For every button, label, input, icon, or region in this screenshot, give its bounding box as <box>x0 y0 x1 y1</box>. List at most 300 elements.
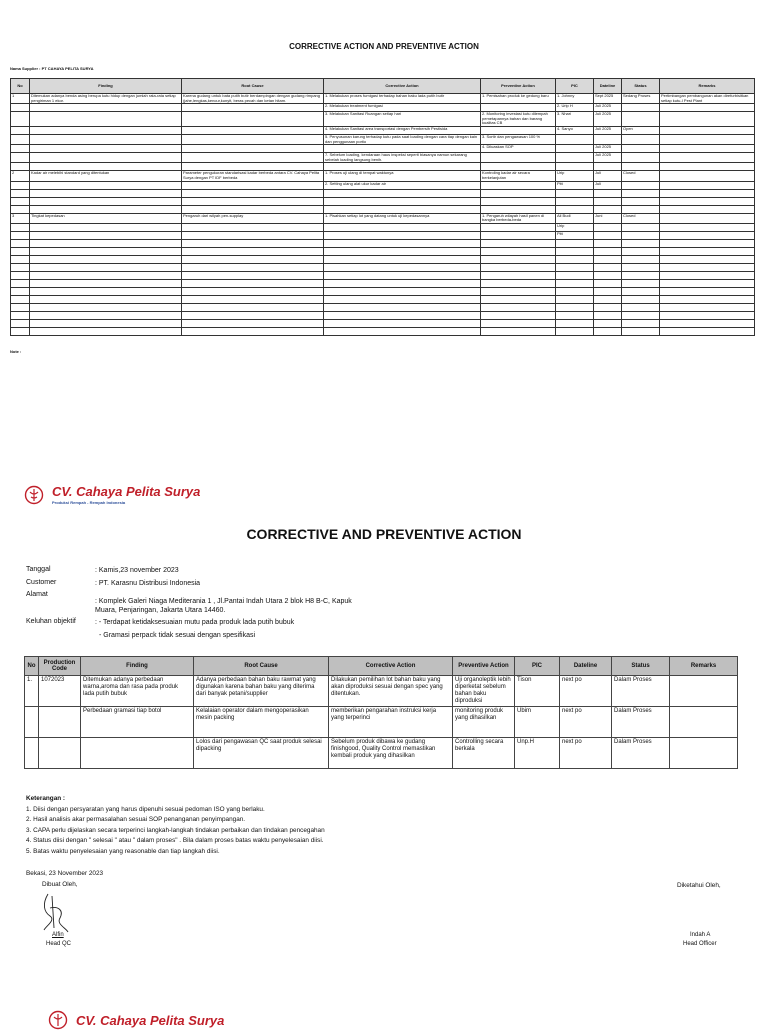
table-cell <box>556 247 594 255</box>
table-cell: 4. Sanyo <box>556 126 594 134</box>
logo-mark-icon <box>48 1010 68 1030</box>
table-cell <box>660 287 755 295</box>
signer1-name: Alfin <box>52 932 64 938</box>
table-cell <box>481 231 556 239</box>
table-row <box>11 104 755 112</box>
company-tagline: Produksi Rempah - Rempah Indonesia <box>52 500 126 505</box>
info-value: : - Terdapat ketidaksesuaian mutu pada produk lada putih bubuk <box>95 619 295 626</box>
table-cell <box>30 197 182 205</box>
table-cell <box>324 279 481 287</box>
table-row <box>11 197 755 205</box>
table-cell: 1. Johnny <box>556 94 594 104</box>
table-cell <box>670 738 738 769</box>
table-cell: Ali Budi <box>556 213 594 223</box>
table-cell: 5. Penyusunan karung terhadap kutu pada saat loading dengan cara tiap dengan kain dan penggunaan portio <box>324 134 481 144</box>
table-cell: Pitt <box>556 231 594 239</box>
table-cell <box>182 287 324 295</box>
note-line: 4. Status diisi dengan " selesai " atau " dalam proses" . Bila dalam proses batas waktu penyelesaian diisi. <box>26 837 324 844</box>
table-cell <box>660 319 755 327</box>
table-cell <box>481 311 556 319</box>
table-cell <box>481 223 556 231</box>
table-cell: 2. Monitoring investasi kutu dilempah pemetapannya bahan dan barang kualitas CB <box>481 112 556 127</box>
table-cell <box>11 231 30 239</box>
table-cell: Sebelum produk dibawa ke gudang finishgood, Quality Control memastikan kembali produk yang dihasilkan <box>329 738 453 769</box>
table-cell <box>30 287 182 295</box>
table-cell <box>182 247 324 255</box>
table-cell <box>30 247 182 255</box>
table-cell <box>660 181 755 189</box>
table-cell <box>556 263 594 271</box>
table-row <box>11 145 755 153</box>
company-name: CV. Cahaya Pelita Surya <box>76 1012 225 1028</box>
table-cell <box>324 271 481 279</box>
table-cell <box>11 255 30 263</box>
table-cell: Juli <box>594 181 622 189</box>
info-value: : Kamis,23 november 2023 <box>95 567 179 574</box>
column-header: PIC <box>515 657 560 676</box>
table-cell <box>11 134 30 144</box>
column-header: Remarks <box>660 79 755 94</box>
signer2-name: Indah A <box>690 932 711 938</box>
table-cell <box>622 112 660 127</box>
table-cell: 2 <box>11 171 30 181</box>
signer2-role: Head Officer <box>683 941 717 947</box>
table-cell <box>182 279 324 287</box>
table-cell <box>30 145 182 153</box>
table-cell <box>324 145 481 153</box>
table-cell: 1. Pemisahan produk ke gedung baru <box>481 94 556 104</box>
table-row <box>11 153 755 163</box>
table-cell <box>481 295 556 303</box>
table-cell <box>324 287 481 295</box>
table-cell: Urip <box>556 223 594 231</box>
table-cell <box>622 134 660 144</box>
table-cell: Juli 2025 <box>594 104 622 112</box>
signer1-role: Head QC <box>46 941 72 947</box>
column-header: Finding <box>81 657 194 676</box>
table-cell <box>30 134 182 144</box>
table-row <box>11 327 755 335</box>
table-cell <box>594 189 622 197</box>
table-cell <box>324 247 481 255</box>
table-cell <box>324 255 481 263</box>
table-cell <box>11 223 30 231</box>
table-cell: 3. Melakukan Sanitasi Ruangan setiap hari <box>324 112 481 127</box>
table-cell <box>622 247 660 255</box>
table-cell <box>622 189 660 197</box>
table-cell: Dalam Proses <box>612 676 670 707</box>
handwritten-signature <box>38 890 72 934</box>
column-header: Dateline <box>560 657 612 676</box>
table-cell <box>30 231 182 239</box>
table-cell <box>556 189 594 197</box>
table-row <box>11 205 755 213</box>
table-cell: Juli 2025 <box>594 126 622 134</box>
table-cell <box>182 295 324 303</box>
table-cell <box>622 181 660 189</box>
column-header: Preventive Action <box>453 657 515 676</box>
column-header: Production Code <box>39 657 81 676</box>
logo-mark-icon <box>24 485 44 505</box>
table-cell <box>182 112 324 127</box>
table-cell <box>324 311 481 319</box>
table-cell <box>11 197 30 205</box>
table-cell <box>594 279 622 287</box>
table-cell <box>660 255 755 263</box>
table-cell: Juni <box>594 213 622 223</box>
info-label: Keluhan objektif <box>26 618 76 625</box>
table-cell <box>182 327 324 335</box>
table-cell <box>30 163 182 171</box>
table-cell <box>660 153 755 163</box>
table-row <box>11 163 755 171</box>
table-cell <box>622 311 660 319</box>
table-cell: 1. Pisahkan setiap lot yang datang untuk uji kepedasannya <box>324 213 481 223</box>
table-cell: Parameter pengukuran standarisasi kadar berbeda antara CV. Cahaya Pelita Surya dengan PT IDF berbeda <box>182 171 324 181</box>
table-cell <box>11 327 30 335</box>
table-cell <box>182 163 324 171</box>
company-name: CV. Cahaya Pelita Surya <box>52 484 201 499</box>
table-cell <box>622 279 660 287</box>
note-line: 5. Batas waktu penyelesaian yang reasonable dan tiap langkah diisi. <box>26 847 220 855</box>
table-cell <box>660 171 755 181</box>
table-cell <box>11 181 30 189</box>
table-row <box>11 271 755 279</box>
table-row <box>11 263 755 271</box>
table-cell <box>182 153 324 163</box>
made-by-label: Dibuat Oleh, <box>42 881 78 888</box>
table-cell <box>622 205 660 213</box>
table-cell <box>182 239 324 247</box>
info-value: : Komplek Galeri Niaga Mediterania 1 , Jl.Pantai Indah Utara 2 blok H8 B-C, Kapuk Muara, Penjaringan, Jakarta Utara 14460. <box>95 598 352 614</box>
table-cell <box>11 126 30 134</box>
table-cell: Dilakukan pemilihan lot bahan baku yang akan diproduksi sesuai dengan spec yang ditentukan. <box>329 676 453 707</box>
table-row <box>11 311 755 319</box>
table-cell <box>30 239 182 247</box>
table-cell: 1 <box>11 94 30 104</box>
table-cell <box>594 311 622 319</box>
column-header: Corrective Action <box>324 79 481 94</box>
table-cell: next po <box>560 707 612 738</box>
table-cell: 2. Melakukan treatment fumigasi <box>324 104 481 112</box>
table-cell <box>11 279 30 287</box>
table-cell <box>30 189 182 197</box>
table-cell <box>481 263 556 271</box>
column-header: Preventive Action <box>481 79 556 94</box>
table-cell <box>11 153 30 163</box>
table-cell: Sedang Proses <box>622 94 660 104</box>
table-cell <box>622 197 660 205</box>
table-cell <box>30 205 182 213</box>
table-cell <box>622 163 660 171</box>
column-header: Root Cause <box>194 657 329 676</box>
table-cell: Lolos dari pengawasan QC saat produk selesai dipacking <box>194 738 329 769</box>
table-cell: Controlling secara berkala <box>453 738 515 769</box>
table-cell <box>11 247 30 255</box>
table-cell <box>182 271 324 279</box>
table-cell <box>481 104 556 112</box>
table-cell <box>622 271 660 279</box>
table-row <box>11 303 755 311</box>
table-cell <box>25 738 39 769</box>
table-cell <box>182 311 324 319</box>
table-cell: Dalam Proses <box>612 738 670 769</box>
table-row <box>11 255 755 263</box>
table-cell <box>556 327 594 335</box>
table-cell <box>660 247 755 255</box>
table-cell <box>622 303 660 311</box>
column-header: Finding <box>30 79 182 94</box>
table-cell: 3. Sortir dan pengawasan 100 % <box>481 134 556 144</box>
table-row <box>25 676 738 707</box>
table-cell <box>670 676 738 707</box>
table-cell <box>660 134 755 144</box>
table-row <box>11 112 755 127</box>
table-cell: Closed <box>622 213 660 223</box>
table-cell: Karena gudang untuk bata putih butir berdampingan dengan gudang rimpang (jahe,lengkas,kencur,kunyit, beras pecah dan ketan hitam. <box>182 94 324 104</box>
table-cell <box>182 181 324 189</box>
column-header: PIC <box>556 79 594 94</box>
table-cell <box>556 239 594 247</box>
table-cell <box>594 255 622 263</box>
table-cell <box>11 112 30 127</box>
table-row <box>25 707 738 738</box>
table-cell <box>324 163 481 171</box>
table-cell <box>622 153 660 163</box>
table-cell <box>324 205 481 213</box>
table-cell <box>594 295 622 303</box>
table-row <box>11 126 755 134</box>
table-cell <box>556 205 594 213</box>
table-cell <box>30 271 182 279</box>
table-cell: Uji organoleptik lebih diperketat sebelum bahan baku diproduksi <box>453 676 515 707</box>
table-cell <box>182 255 324 263</box>
table-cell <box>481 181 556 189</box>
table-cell <box>182 134 324 144</box>
capa-table-page1 <box>10 78 755 336</box>
table-cell <box>481 279 556 287</box>
table-cell <box>622 239 660 247</box>
table-cell: next po <box>560 738 612 769</box>
table-cell <box>660 295 755 303</box>
table-cell <box>182 223 324 231</box>
table-cell <box>660 279 755 287</box>
table-cell <box>30 311 182 319</box>
table-row <box>11 134 755 144</box>
table-cell <box>30 303 182 311</box>
table-cell <box>481 303 556 311</box>
table-cell <box>324 239 481 247</box>
table-row <box>11 295 755 303</box>
table-cell: Open <box>622 126 660 134</box>
table-cell <box>660 303 755 311</box>
table-cell: Perbedaan gramasi tiap botol <box>81 707 194 738</box>
column-header: Status <box>612 657 670 676</box>
table-cell: Pengaruh dari wilyah pen-supplay <box>182 213 324 223</box>
table-cell <box>182 205 324 213</box>
table-cell <box>556 153 594 163</box>
table-cell <box>556 271 594 279</box>
table-cell <box>324 303 481 311</box>
table-cell <box>30 181 182 189</box>
table-cell: 1. <box>25 676 39 707</box>
note-line: 2. Hasil analisis akar permasalahan sesuai SOP penanganan penyimpangan. <box>26 816 246 823</box>
table-cell <box>556 145 594 153</box>
table-cell <box>594 263 622 271</box>
table-cell <box>481 197 556 205</box>
table-cell <box>481 163 556 171</box>
table-cell <box>622 287 660 295</box>
table-cell <box>660 213 755 223</box>
table-cell <box>622 104 660 112</box>
table-cell <box>660 205 755 213</box>
table-cell <box>660 112 755 127</box>
table-cell: Urip <box>556 171 594 181</box>
table-cell <box>182 263 324 271</box>
table-cell <box>11 189 30 197</box>
table-cell <box>39 707 81 738</box>
table-cell <box>30 295 182 303</box>
table-cell <box>11 104 30 112</box>
table-cell: next po <box>560 676 612 707</box>
table-cell: memberikan pengarahan instruksi kerja yang terperinci <box>329 707 453 738</box>
table-cell <box>30 263 182 271</box>
table-cell <box>182 231 324 239</box>
table-cell <box>556 197 594 205</box>
table-cell <box>11 303 30 311</box>
table-cell: Juli 2025 <box>594 145 622 153</box>
table-cell <box>11 205 30 213</box>
table-row <box>11 171 755 181</box>
table-cell <box>660 327 755 335</box>
table-cell <box>660 311 755 319</box>
notes-header: Keterangan : <box>26 795 66 802</box>
table-cell <box>622 263 660 271</box>
table-cell: Juli <box>594 171 622 181</box>
table-row <box>11 247 755 255</box>
table-cell: monitoring produk yang dihasilkan <box>453 707 515 738</box>
known-by-label: Diketahui Oleh, <box>677 882 721 889</box>
table-cell <box>324 197 481 205</box>
table-cell <box>594 287 622 295</box>
table-cell <box>481 255 556 263</box>
table-cell <box>594 205 622 213</box>
table-cell <box>556 134 594 144</box>
table-cell <box>11 295 30 303</box>
table-cell <box>660 231 755 239</box>
table-cell <box>11 319 30 327</box>
page1-title: CORRECTIVE ACTION AND PREVENTIVE ACTION <box>289 42 479 51</box>
info-label: Customer <box>26 579 57 586</box>
table-cell <box>182 145 324 153</box>
table-cell <box>481 319 556 327</box>
table-cell <box>660 263 755 271</box>
table-cell <box>556 295 594 303</box>
column-header: Status <box>622 79 660 94</box>
table-cell <box>11 263 30 271</box>
note-line: 3. CAPA perlu dijelaskan secara terperinci langkah-langkah tindakan perbaikan dan tindakan pencegahan <box>26 826 325 834</box>
table-cell <box>481 287 556 295</box>
column-header: No <box>11 79 30 94</box>
table-cell <box>556 303 594 311</box>
table-cell <box>481 327 556 335</box>
table-cell <box>556 319 594 327</box>
table-cell <box>30 104 182 112</box>
table-cell <box>30 112 182 127</box>
table-cell <box>481 205 556 213</box>
table-cell: 1072023 <box>39 676 81 707</box>
table-cell <box>324 327 481 335</box>
table-cell <box>556 311 594 319</box>
table-cell <box>622 223 660 231</box>
table-cell: Tingkat kepedasan <box>30 213 182 223</box>
table-cell: Sept 2025 <box>594 94 622 104</box>
info-label: Tanggal <box>26 566 51 573</box>
table-cell <box>594 327 622 335</box>
table-cell <box>622 231 660 239</box>
table-cell <box>11 163 30 171</box>
table-cell <box>556 287 594 295</box>
table-cell: Ubim <box>515 707 560 738</box>
table-row <box>11 287 755 295</box>
info-value: - Gramasi perpack tidak sesuai dengan spesifikasi <box>99 632 256 639</box>
page1-note: Note : <box>10 349 22 354</box>
table-cell <box>324 295 481 303</box>
table-cell <box>660 163 755 171</box>
table-cell <box>556 163 594 171</box>
table-cell <box>30 223 182 231</box>
table-cell <box>594 239 622 247</box>
table-cell: Kontroling kadar air secara berkelanjutan <box>481 171 556 181</box>
table-cell <box>622 327 660 335</box>
table-cell: Juli 2025 <box>594 112 622 127</box>
table-cell <box>182 104 324 112</box>
table-cell <box>481 247 556 255</box>
table-cell: Unp.H <box>515 738 560 769</box>
supplier-name: Nama Supplier : PT CAHAYA PELITA SURYA <box>10 66 94 71</box>
table-cell <box>594 223 622 231</box>
column-header: No <box>25 657 39 676</box>
table-cell <box>25 707 39 738</box>
capa-table-page2 <box>24 656 738 769</box>
table-cell: 1. Pengaruh wilayah hasil panen di bangka berbeda-beda <box>481 213 556 223</box>
table-row <box>25 738 738 769</box>
table-cell <box>30 126 182 134</box>
table-cell <box>11 145 30 153</box>
notes-section <box>26 794 325 857</box>
table-cell <box>11 287 30 295</box>
table-cell <box>594 303 622 311</box>
note-line: 1. Diisi dengan persyaratan yang harus dipenuhi sesuai pedoman ISO yang berlaku. <box>26 805 265 813</box>
table-cell <box>182 126 324 134</box>
table-cell: 3. Nhari <box>556 112 594 127</box>
table-cell: Kadar air melebihi standard yang ditentukan <box>30 171 182 181</box>
info-label: Alamat <box>26 591 48 598</box>
table-row <box>11 181 755 189</box>
table-cell <box>660 197 755 205</box>
table-row <box>11 279 755 287</box>
table-cell <box>481 239 556 247</box>
table-cell: Pertimbangan pembangunan akan direfurbisitkan setiap kutu-I Pest Plant <box>660 94 755 104</box>
table-cell <box>182 319 324 327</box>
column-header: Corrective Action <box>329 657 453 676</box>
column-header: Remarks <box>670 657 738 676</box>
table-cell <box>594 319 622 327</box>
table-cell: 4. Diluaskan SOP <box>481 145 556 153</box>
table-cell <box>324 319 481 327</box>
table-cell <box>11 271 30 279</box>
table-cell <box>30 319 182 327</box>
